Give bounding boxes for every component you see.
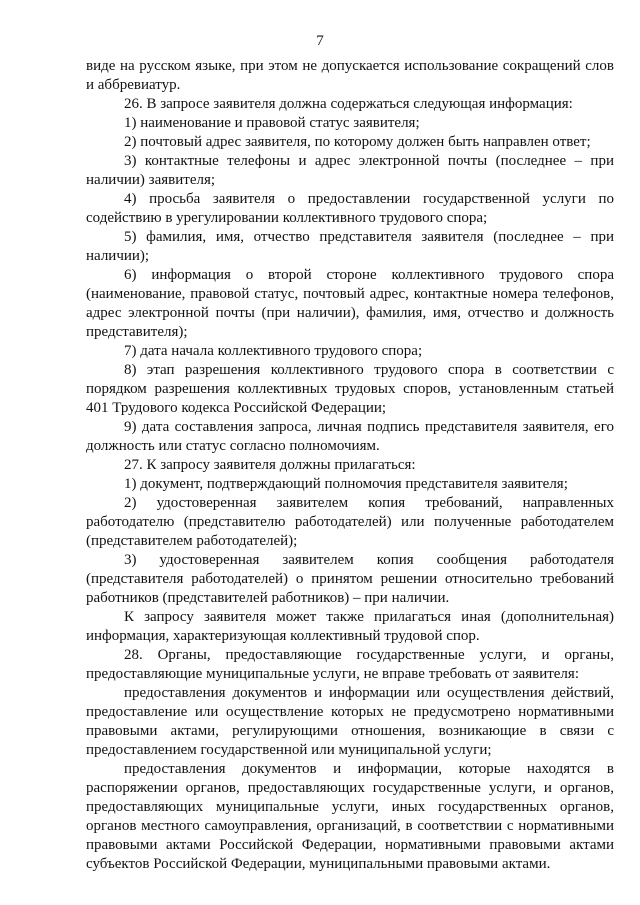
list-item-26-5: 5) фамилия, имя, отчество представителя заявителя (последнее – при наличии); (86, 229, 614, 264)
list-item-27-3: 3) удостоверенная заявителем копия сообщения работодателя (представителя работодателей) о принятом решении относительно требований работников (представителей работников) – при наличии. (86, 552, 614, 606)
document-body (86, 57, 614, 874)
list-item-27-2: 2) удостоверенная заявителем копия требований, направленных работодателю (представителю работодателей) или полученные работодателем (представителем работодателей); (86, 495, 614, 549)
paragraph-clause-28-item-2: предоставления документов и информации, которые находятся в распоряжении органов, предоставляющих государственные услуги, и органов, предоставляющих муниципальные услуги, иных государственных органов, органов местного самоуправления, организаций, в соответствии с нормативными правовыми актами Российской Федерации, нормативными правовыми актами субъектов Российской Федерации, муниципальными правовыми актами. (86, 761, 614, 872)
paragraph-clause-26: 26. В запросе заявителя должна содержаться следующая информация: (124, 96, 573, 112)
paragraph-clause-28: 28. Органы, предоставляющие государственные услуги, и органы, предоставляющие муниципальные услуги, не вправе требовать от заявителя: (86, 647, 614, 682)
paragraph-continuation: виде на русском языке, при этом не допускается использование сокращений слов и аббревиатур. (86, 58, 614, 93)
list-item-26-3: 3) контактные телефоны и адрес электронной почты (последнее – при наличии) заявителя; (86, 153, 614, 188)
list-item-26-8: 8) этап разрешения коллективного трудового спора в соответствии с порядком разрешения коллективных трудовых споров, установленным статьей 401 Трудового кодекса Российской Федерации; (86, 362, 614, 416)
list-item-26-4: 4) просьба заявителя о предоставлении государственной услуги по содействию в урегулировании коллективного трудового спора; (86, 191, 614, 226)
paragraph-clause-27: 27. К запросу заявителя должны прилагаться: (124, 457, 416, 473)
paragraph-additional-info: К запросу заявителя может также прилагаться иная (дополнительная) информация, характеризующая коллективный трудовой спор. (86, 609, 614, 644)
list-item-26-9: 9) дата составления запроса, личная подпись представителя заявителя, его должность или статус согласно полномочиям. (86, 419, 614, 454)
list-item-26-1: 1) наименование и правовой статус заявителя; (124, 115, 420, 131)
page-number: 7 (316, 33, 324, 49)
paragraph-clause-28-item-1: предоставления документов и информации или осуществления действий, предоставление или осуществление которых не предусмотрено нормативными правовыми актами, регулирующими отношения, возникающие в связи с предоставлением государственной или муниципальной услуги; (86, 685, 614, 758)
list-item-26-7: 7) дата начала коллективного трудового спора; (124, 343, 423, 359)
list-item-26-2: 2) почтовый адрес заявителя, по которому должен быть направлен ответ; (124, 134, 591, 150)
list-item-26-6: 6) информация о второй стороне коллективного трудового спора (наименование, правовой статус, почтовый адрес, контактные номера телефонов, адрес электронной почты (при наличии), фамилия, имя, отчество и должность представителя); (86, 267, 614, 340)
list-item-27-1: 1) документ, подтверждающий полномочия представителя заявителя; (124, 476, 568, 492)
